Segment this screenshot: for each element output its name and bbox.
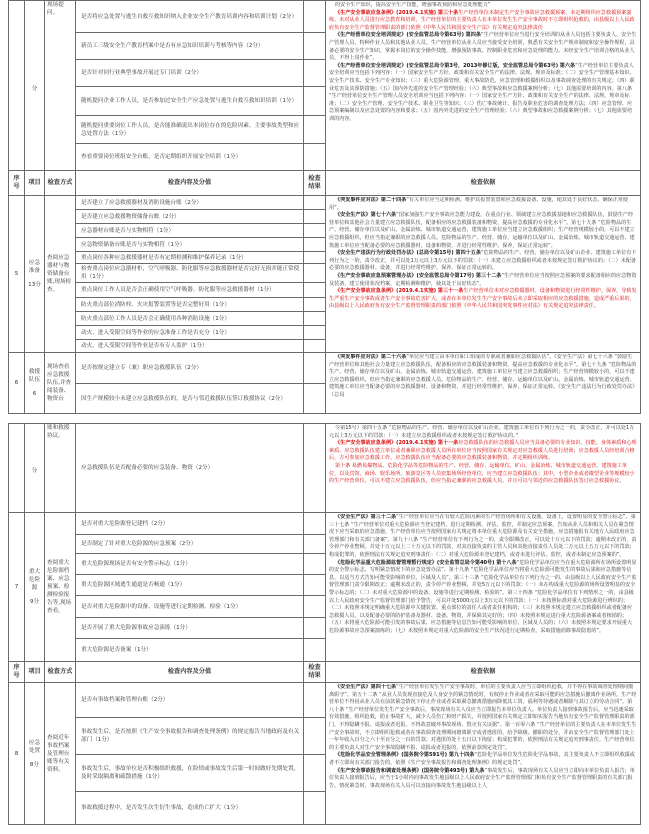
- inspection-result-cell[interactable]: [304, 1, 326, 33]
- regulation-title: 《生产安全事故应急预案管理办法》(安全监管总局令第17号) 第三十二条: [335, 272, 502, 279]
- section-number: 7: [9, 513, 25, 662]
- inspection-result-cell[interactable]: [304, 252, 326, 264]
- inspection-result-cell[interactable]: [304, 340, 326, 353]
- inspection-result-cell[interactable]: [304, 326, 326, 340]
- inspection-item: 事故发生后，事故单位是否积极组织救援，在险情或事故发生后第一时间做好先期处置，及时采取隔离和疏散措施（1分）: [76, 755, 304, 792]
- section-item-score: 13分: [28, 282, 41, 288]
- regulation-text: “事故发生后，事故现场有关人员应当立即向本单位负责人报告；单位负责人接到报告后，应当于1小时内向事故发生地县级以上人民政府安全生产监督管理部门和负有安全生产监督管理职责的有关部门报告。情况紧急时，事故现场有关人员可以直接向事故发生地县级以上人: [329, 767, 635, 789]
- inspection-result-cell[interactable]: [304, 312, 326, 326]
- section-item: [25, 424, 45, 513]
- inspection-result-cell[interactable]: [304, 60, 326, 87]
- inspection-item: 是否开展了重大危险源事故应急演练（1分）: [76, 618, 304, 639]
- section-item-name: 应急处置: [28, 739, 41, 754]
- inspection-result-cell[interactable]: [304, 718, 326, 755]
- header-item: 项目: [25, 171, 45, 196]
- regulation-text: 第十条 易燃易爆物品、危险化学品等危险物品的生产、经营、储存、运输单位，矿山、金属冶炼、城市轨道交通运营、建筑施工单位，以及宾馆、商场、娱乐场所、旅游景区等人员密集场所经营单位，应当建立应急救援队伍；其中，小型企业或者微型企业等规模较小的生产经营单位，可以不建立应急救援队伍，但应当指定兼职的应急救援人员，并且可以与邻近的应急救援队伍签订应急救援协议。: [329, 462, 635, 485]
- regulation-title: 《突发事件应对法》第二十四条: [335, 197, 407, 203]
- inspection-result-cell[interactable]: [304, 596, 326, 618]
- basis-paragraph: [329, 32, 637, 62]
- basis-paragraph: [329, 684, 637, 752]
- regulation-text: 生产经营单位未制定生产安全事故应急救援预案、未定期组织应急救援预案演练、未对从业人员进行应急教育和培训，生产经营单位的主要负责人在本单位发生生产安全事故时不立即组织抢救的，由县级以上人民政府负有安全生产监督管理职责的部门依照《中华人民共和国安全生产法》有关规定追究法律责任: [329, 9, 635, 31]
- header-method: 检查方式: [45, 171, 76, 196]
- regulation-text: “单位应当建立由本单位职工组成的专职或者兼职应急救援队伍”。《安全生产法》第七十六条 “鼓励生产经营单位和其他社会力量建立应急救援队伍，配备相应的应急救援装备和物资，提高应急救援的专业化水平”。第七十九条 “危险物品的生产、经营、储存单位以及矿山、金属冶炼、城市轨道交通运营、建筑施工单位应当建立应急救援组织；生产经营规模较小的，可以不建立应急救援组织，但应当指定兼职的应急救援人员。危险物品的生产、经营、储存、运输单位以及矿山、金属冶炼、城市轨道交通运营、建筑施工单位应当配备必要的应急救援器材、设备和物资，并进行经常性维护、保养，保证正常运转。《安全生产违法行为行政处罚办法》（总局: [329, 354, 637, 398]
- inspection-item: 查看重要岗位班组安全台账，是否定期组织开展安全培训（1分）: [76, 144, 304, 171]
- inspection-result-cell[interactable]: [304, 298, 326, 312]
- section-item: [25, 683, 45, 825]
- inspection-result-cell[interactable]: [304, 575, 326, 596]
- regulation-text: 令第15号）第四十五条 “危险物品的生产、经营、储存单位以及矿山企业、建筑施工单位有下列行为之一的，责令改正，并可以处1万元以上3万元以下的罚款：（一）未建立应急救援组织或者未按规定签订救护协议的。”: [329, 425, 635, 439]
- inspection-item: 随机提问企业工作人员，是否参加过安全生产应急处置与逃生自救互救知识培训（1分）: [76, 87, 304, 116]
- basis-paragraph: [329, 288, 637, 311]
- basis-text: [329, 2, 637, 124]
- inspection-item: 是否将应急处置与逃生自救互救知识纳入企业安全生产教育培训内容和培训计划（2分）: [76, 1, 304, 33]
- header-basis: 检查依据: [326, 662, 641, 683]
- regulation-text: “有关单位应当定期检测、维护其报警装置和应急救援设备、设施，使其处于良好状态，确保正常使用”。: [329, 197, 629, 211]
- section-item-name: 重大危险源: [28, 569, 41, 591]
- inspection-result-cell[interactable]: [304, 116, 326, 144]
- inspection-result-cell[interactable]: [304, 424, 326, 513]
- inspection-result-cell[interactable]: [304, 639, 326, 662]
- regulation-title: 《生产安全事故应急条例》(2019.4.1实施) 第三十一条: [335, 288, 464, 295]
- regulation-title: 《安全生产法》第三十二条: [335, 514, 397, 520]
- inspection-item: 事故发生后，是否按照《生产安全事故报告和调查处理条例》的规定报告当地政府及有关部门（1分）: [76, 718, 304, 755]
- section-number: [9, 424, 25, 513]
- basis-paragraph: [329, 63, 637, 124]
- basis-paragraph: [329, 768, 637, 791]
- inspection-result-cell[interactable]: [304, 283, 326, 298]
- inspection-item: 重大危险源区域逃生通道是否畅通（1分）: [76, 575, 304, 596]
- basis-paragraph: [329, 463, 637, 486]
- inspection-item: 是否有事故档案和管理台账（2分）: [76, 683, 304, 718]
- table-header-row: [9, 171, 641, 196]
- section-number: 8: [9, 683, 25, 825]
- inspection-item: 随机提问重要岗位工作人员，是否能准确说出本岗位存在的危险因素、主要事故类型和应急处置方法（1分）: [76, 116, 304, 144]
- regulation-text: “生产经营单位应当在有较大危险因素的生产经营场所和有关设施、设备上，设置明显的安全警示标志”。第三十七条 “生产经营单位对重大危险源应当登记建档，进行定期检测、评估、监控，并制定应急预案，告知从业人员和相关人员在紧急情况下应当采取的应急措施。生产经营单位应当按照国家有关规定将本单位重大危险源及有关安全措施、应急措施报有关地方人民政府应急管理部门和有关部门备案”。第九十八条 “生产经营单位有下列行为之一的，责令限期改正，可以处十万元以下的罚款；逾期未改正的，责令停产停业整顿，并处十万元以上二十万元以下的罚款，对其直接负责的主管人员和其他直接责任人员处二万元以上五万元以下的罚款；构成犯罪的，依照刑法有关规定追究刑事责任：（二）对重大危险源未登记建档，或者未进行评估、监控，或者未制定应急预案的”。: [329, 514, 637, 558]
- inspection-result-cell[interactable]: [304, 353, 326, 384]
- section-item-score: 6: [32, 391, 37, 397]
- inspection-item: 应急救援队伍是否配备必要的应急装备、物资（2分）: [76, 424, 304, 513]
- inspection-result-cell[interactable]: [304, 513, 326, 535]
- inspection-result-cell[interactable]: [304, 554, 326, 575]
- header-content: 检查内容及分值: [76, 171, 304, 196]
- regulation-text: “生产经营单位发生生产安全事故时，单位的主要负责人应当立即组织抢救，并不得在事故调查处理期间擅离职守”。第五十二条 “从业人员发现直接危及人身安全的紧急情况时，有权停止作业或者在采取可能的应急措施后撤离作业场所。生产经营单位不得因从业人员在前款紧急情况下停止作业或者采取紧急撤离措施而降低其工资、福利等待遇或者解除与其订立的劳动合同”。第八十条 “生产经营单位发生生产安全事故后，事故现场有关人员应当立即报告本单位负责人。单位负责人接到事故报告后，应当迅速采取有效措施，组织抢救，防止事故扩大，减少人员伤亡和财产损失，并按照国家有关规定立即如实报告当地负有安全生产监督管理职责的部门，不得隐瞒不报、谎报或者迟报，不得故意破坏事故现场、毁灭有关证据”。第一百零六条 “生产经营单位的主要负责人在本单位发生生产安全事故时，不立即组织抢救或者在事故调查处理期间擅离职守或者逃匿的，给予降级、撤职的处分，并由安全生产监督管理部门处上一年年收入百分之六十至百分之一百的罚款；对逃匿的处十五日以下拘留；构成犯罪的，依照刑法有关规定追究刑事责任。生产经营单位的主要负责人对生产安全事故隐瞒不报、谎报或者迟报的，依照前款规定处罚”。: [329, 684, 637, 751]
- inspection-result-cell[interactable]: [304, 535, 326, 554]
- basis-paragraph: [329, 514, 637, 560]
- basis-paragraph: [329, 2, 637, 10]
- basis-paragraph: [329, 212, 637, 250]
- inspection-item: 是否建立了应急救援器材及消防设施台账（2分）: [76, 196, 304, 210]
- header-result: 检查结果: [304, 171, 326, 196]
- basis-paragraph: [329, 273, 637, 288]
- regulation-title: 《危险化学品重大危险源监督管理暂行规定》(安全监管总局令第40号) 第十八条: [335, 559, 517, 566]
- header-method: 检查方式: [45, 662, 76, 683]
- regulation-text: “国家加强生产安全事故应急能力建设，在重点行业、领域建立应急救援基地和应急救援队伍，鼓励生产经营单位和其他社会力量建立应急救援队伍，配备相应的应急救援装备和物资，提高应急救援的专业化水平”。第七十九条 “危险物品的生产、经营、储存单位以及矿山、金属冶炼、城市轨道交通运营、建筑施工单位应当建立应急救援组织；生产经营规模较小的，可以不建立应急救援组织，但应当指定兼职的应急救援人员。危险物品的生产、经营、储存、运输单位以及矿山、金属冶炼、城市轨道交通运营、建筑施工单位应当配备必要的应急救援器材、设备和物资，并进行经常性维护、保养，保证正常运转”。: [329, 212, 635, 249]
- inspection-result-cell[interactable]: [304, 792, 326, 825]
- regulation-title: 《生产经营单位安全培训规定》(安全监管总局令第3号，2013年修订版，安全监管总局令第63号) 第六条: [335, 62, 576, 69]
- regulation-text: “危险物品的生产、经营、储存单位以及矿山企业、建筑施工单位有下列行为之一的，责令改正，并可以处1万元以上3万元以下的罚款：（一）未建立应急救援组织或者未按规定签订救护协议的；（二）未配备必要的应急救援器材、设备，并进行经常性维护、保养，保证正常运转的。: [329, 250, 637, 272]
- inspection-item: 是否针对同行业典型事故开展过专门培训（2分）: [76, 60, 304, 87]
- inspection-method: 账和救援协议。: [45, 424, 76, 513]
- basis-paragraph: [329, 752, 637, 767]
- inspection-item: 重点岗位工作人员是否会正确使用空气呼吸器、防化服等应急救援器材（1分）: [76, 283, 304, 298]
- inspection-item: 是否对重大危险源中的设备、设施等进行定期检测、检验（1分）: [76, 596, 304, 618]
- inspection-result-cell[interactable]: [304, 33, 326, 60]
- regulation-title: 《安全生产法》第七十六条: [335, 212, 397, 219]
- inspection-result-cell[interactable]: [304, 264, 326, 283]
- header-item: 项目: [25, 662, 45, 683]
- inspection-item: 应急物资储备台账是否与实物相符（1分）: [76, 238, 304, 252]
- table-row: [9, 353, 641, 384]
- basis-text: [329, 354, 637, 400]
- inspection-basis: [326, 683, 641, 825]
- section-item-name: 应急准备: [28, 260, 41, 274]
- inspection-item: 是否按规定建立专（兼）职应急救援队伍（2分）: [76, 353, 304, 384]
- section-item: [25, 196, 45, 353]
- regulation-title: 《生产安全事故报告和调查处理条例》(国务院令第493号) 第九条: [335, 767, 485, 774]
- inspection-item: 是否建立应急救援物资储备台账（2分）: [76, 210, 304, 224]
- regulation-title: 《生产经营单位安全培训规定》(安全监管总局令第63号) 第四条: [335, 32, 481, 39]
- basis-text: [329, 514, 637, 636]
- inspection-result-cell[interactable]: [304, 384, 326, 414]
- header-no: 序号: [9, 662, 25, 683]
- basis-paragraph: [329, 354, 637, 400]
- basis-paragraph: [329, 10, 637, 33]
- basis-paragraph: [329, 560, 637, 636]
- table-row: [9, 424, 641, 513]
- inspection-item: 因生产规模较小未建立应急救援队伍的，是否与邻近救援队伍签订救援协议（2分）: [76, 384, 304, 414]
- inspection-result-cell[interactable]: [304, 238, 326, 252]
- checklist-table: [8, 0, 641, 414]
- inspection-item: 检查重点岗位应急器材柜，空气呼吸器、防化服等应急救援器材是否完好无损并能正常使用（1分）: [76, 264, 304, 283]
- regulation-title: 《危险化学品安全管理条例》(国务院令第591号) 第九十四条: [335, 752, 475, 759]
- regulation-text: 生产经营单位未对应急救援器材、设备和物资进行经常性维护、保养，导致发生严重生产安全事故或者生产安全事故危害扩大，或者在本单位发生生产安全事故后未立即采取相应的应急救援措施，造成严重后果的，由县级以上人民政府负有安全生产监督管理职责的部门依照《中华人民共和国突发事件应对法》有关规定追究法律责任。: [329, 288, 637, 310]
- regulation-title: 《安全生产法》第四十七条: [335, 684, 397, 690]
- inspection-item: 动火、进入受限空间等作业是否有专人监护（1分）: [76, 340, 304, 353]
- inspection-method: 查阅重大危险源档案、应急预案、检测检验报告等,现场查看。: [45, 513, 76, 662]
- basis-paragraph: [329, 440, 637, 463]
- inspection-basis: [326, 1, 641, 171]
- basis-text: [329, 197, 637, 311]
- table-row: [9, 513, 641, 535]
- inspection-result-cell[interactable]: [304, 683, 326, 718]
- header-basis: 检查依据: [326, 171, 641, 196]
- regulation-title: 《生产安全事故应急条例》(2019.4.1实施) 第十一条: [335, 440, 459, 447]
- regulation-text: “生产经营单位应当进行安全培训的从业人员包括主要负责人、安全生产管理人员、特种作业人员和其他从业人员。生产经营单位从业人员应当接受安全培训，熟悉有关安全生产规章制度和安全操作规程，具备必要的安全生产知识，掌握本岗位的安全操作技能，增强预防事故、控制职业危害和应急处理的能力。未经安全生产培训合格的从业人员，不得上岗作业”。: [329, 32, 637, 62]
- regulation-text: “危险化学品单位应当在重大危险源所在场所设置明显的安全警示标志，写明紧急情况下的应急处置办法”。第十九条 “危险化学品单位应当将重大危险源可能发生的事故后果和应急措施等信息，以适当方式告知可能受影响的单位、区域及人员”。第三十三条 “危险化学品单位有下列行为之一的，由县级以上人民政府安全生产监督管理部门责令限期改正；逾期未改正的，责令停产停业整顿，并处5万元以下的罚款：（一）未在构成重大危险源的场所设置明显的安全警示标志的；（二）未对重大危险源中的设备、设施等进行定期检测、检验的”。第三十四条 “危险化学品单位有下列情形之一的，由县级以上人民政府安全生产监督管理部门给予警告，可以并处5000元以上3万元以下的罚款：（一）未按照标准对重大危险源进行辨识的；（二）未按照本规定明确重大危险源中关键装置、重点部位的责任人或者责任机构的；（三）未按照本规定建立应急救援组织或者配备应急救援人员，以及配备必要的防护装备及器材、设备、物资，并保障其完好的；（四）未按照本规定进行重大危险源备案或者核销的；（五）未将重大危险源可能引发的事故后果、应急措施等信息告知可能受影响的单位、区域及人员的；（六）未按照本规定要求开展重大危险源事故应急预案演练的；（七）未按照本规定对重大危险源的安全生产状况进行定期检查，采取措施消除事故隐患的”。: [329, 559, 637, 634]
- section-item-score: 分: [31, 468, 38, 474]
- regulation-title: 《生产安全事故应急条例》(2019.4.1实施) 第三十条: [335, 9, 459, 16]
- regulation-title: 《安全生产违法行为行政处罚办法》(总局令第15号) 第四十五条: [335, 250, 481, 257]
- inspection-item: 是否制定了针对重大危险源的应急预案（2分）: [76, 535, 304, 554]
- inspection-item: 动火、进入受限空间等作业的应急准备工作是否充分（1分）: [76, 326, 304, 340]
- inspection-method: 现场提问。: [45, 1, 76, 171]
- regulation-text: 应急救援队伍的应急救援人员应当具备必要的专业知识、技能、身体素质和心理素质。应急救援队伍建立单位或者兼职应急救援人员所在单位应当按照国家有关规定对应急救援人员进行培训；应急救援人员经培训合格后，方可参加应急救援工作。应急救援队伍应当配备必要的应急救援装备和物资，并定期组织训练。: [329, 440, 637, 462]
- inspection-result-cell[interactable]: [304, 196, 326, 210]
- regulation-text: “生产经营单位应当按照应急预案的要求配备相应的应急物资及装备，建立使用状况档案，定期检测和维护，使其处于良好状态”。: [329, 272, 637, 287]
- basis-text: [329, 425, 637, 486]
- header-result: 检查结果: [304, 662, 326, 683]
- section-number: 6: [9, 353, 25, 414]
- inspection-item: 重大危险源是否备案（1分）: [76, 639, 304, 662]
- regulation-text: “生产经营单位主要负责人安全培训应当包括下列内容：（一）国家安全生产方针、政策和有关安全生产的法律、法规、规章及标准；（二）安全生产管理基本知识、安全生产技术、安全生产专业知识；（三）重大危险源管理、重大事故防范、应急管理和救援组织以及事故调查处理的有关规定；（四）职业危害及其预防措施；（五）国内外先进的安全生产管理经验；（六）典型事故和应急救援案例分析；（七）其他需要培训的内容。第八条 “生产经营单位安全生产管理人员安全培训应当包括下列内容：（一）国家安全生产方针、政策和有关安全生产的法律、法规、规章及标准；（二）安全生产管理、安全生产技术、职业卫生等知识；（三）伤亡事故统计、报告及职业危害的调查处理方法；（四）应急管理、应急预案编制以及应急处置的内容和要求；（五）国内外先进的安全生产管理经验；（六）典型事故和应急救援案例分析；（七）其他需要培训的内容。: [329, 62, 635, 122]
- regulation-text: “危险化学品单位发生危险化学品事故，其主要负责人不立即组织救援或者不立即向有关部门报告的，依照《生产安全事故报告和调查处理条例》的规定处罚”。: [329, 752, 635, 766]
- basis-paragraph: [329, 197, 637, 212]
- header-content: 检查内容及分值: [76, 662, 304, 683]
- inspection-item: 重点岗位各种应急救援器材是否有定期检测和维护保养记录（1分）: [76, 252, 304, 264]
- inspection-item: 是否对重大危险源登记建档（2分）: [76, 513, 304, 535]
- inspection-basis: [326, 196, 641, 353]
- inspection-result-cell[interactable]: [304, 618, 326, 639]
- basis-paragraph: [329, 425, 637, 440]
- inspection-result-cell[interactable]: [304, 224, 326, 238]
- table-row: [9, 1, 641, 33]
- table-row: [9, 683, 641, 718]
- inspection-item: 重大危险源现场是否有安全警示标志（1分）: [76, 554, 304, 575]
- header-no: 序号: [9, 171, 25, 196]
- inspection-result-cell[interactable]: [304, 210, 326, 224]
- section-item-score: 9分: [29, 599, 40, 605]
- inspection-method: 现场查看应急救援队伍,并查阅装备、物资台: [45, 353, 76, 414]
- section-number: 5: [9, 196, 25, 353]
- inspection-item: 防火重点部位消防栓、火灾报警装置等是否完整好用（1分）: [76, 298, 304, 312]
- section-item: [25, 1, 45, 171]
- section-item-name: 救援队伍: [28, 369, 41, 383]
- inspection-basis: [326, 353, 641, 414]
- inspection-method: 查阅应急器材与物资储备台账,现场检查。: [45, 196, 76, 353]
- inspection-result-cell[interactable]: [304, 144, 326, 171]
- section-number: [9, 1, 25, 171]
- inspection-item: 防火重点部位工作人员是否会正确使用各种消防设施（1分）: [76, 312, 304, 326]
- section-item-score: 8分: [29, 761, 40, 768]
- inspection-item: 事故救援过程中，是否发生次生衍生事故，造成伤亡扩大（1分）: [76, 792, 304, 825]
- basis-paragraph: [329, 250, 637, 273]
- inspection-result-cell[interactable]: [304, 755, 326, 792]
- inspection-result-cell[interactable]: [304, 87, 326, 116]
- inspection-basis: [326, 513, 641, 662]
- table-row: [9, 196, 641, 210]
- regulation-title: 《突发事件应对法》第二十六条: [335, 354, 407, 360]
- inspection-item: 应急器材台账是否与实物相符（1分）: [76, 224, 304, 238]
- inspection-basis: [326, 424, 641, 513]
- table-header-row: [9, 662, 641, 683]
- checklist-table: [8, 423, 641, 825]
- section-item: [25, 513, 45, 662]
- section-item-score: 分: [31, 85, 38, 92]
- section-item: [25, 353, 45, 414]
- basis-text: [329, 684, 637, 790]
- inspection-item: 新员工三级安全生产教育档案中是否有应急知识培训与考核等内容（2分）: [76, 33, 304, 60]
- inspection-method: 查阅近年事故档案及管理台账等有关资料。: [45, 683, 76, 825]
- regulation-text: 的安全生产知识，提高安全生产技能，增强事故预防和应急处理能力”: [335, 2, 491, 8]
